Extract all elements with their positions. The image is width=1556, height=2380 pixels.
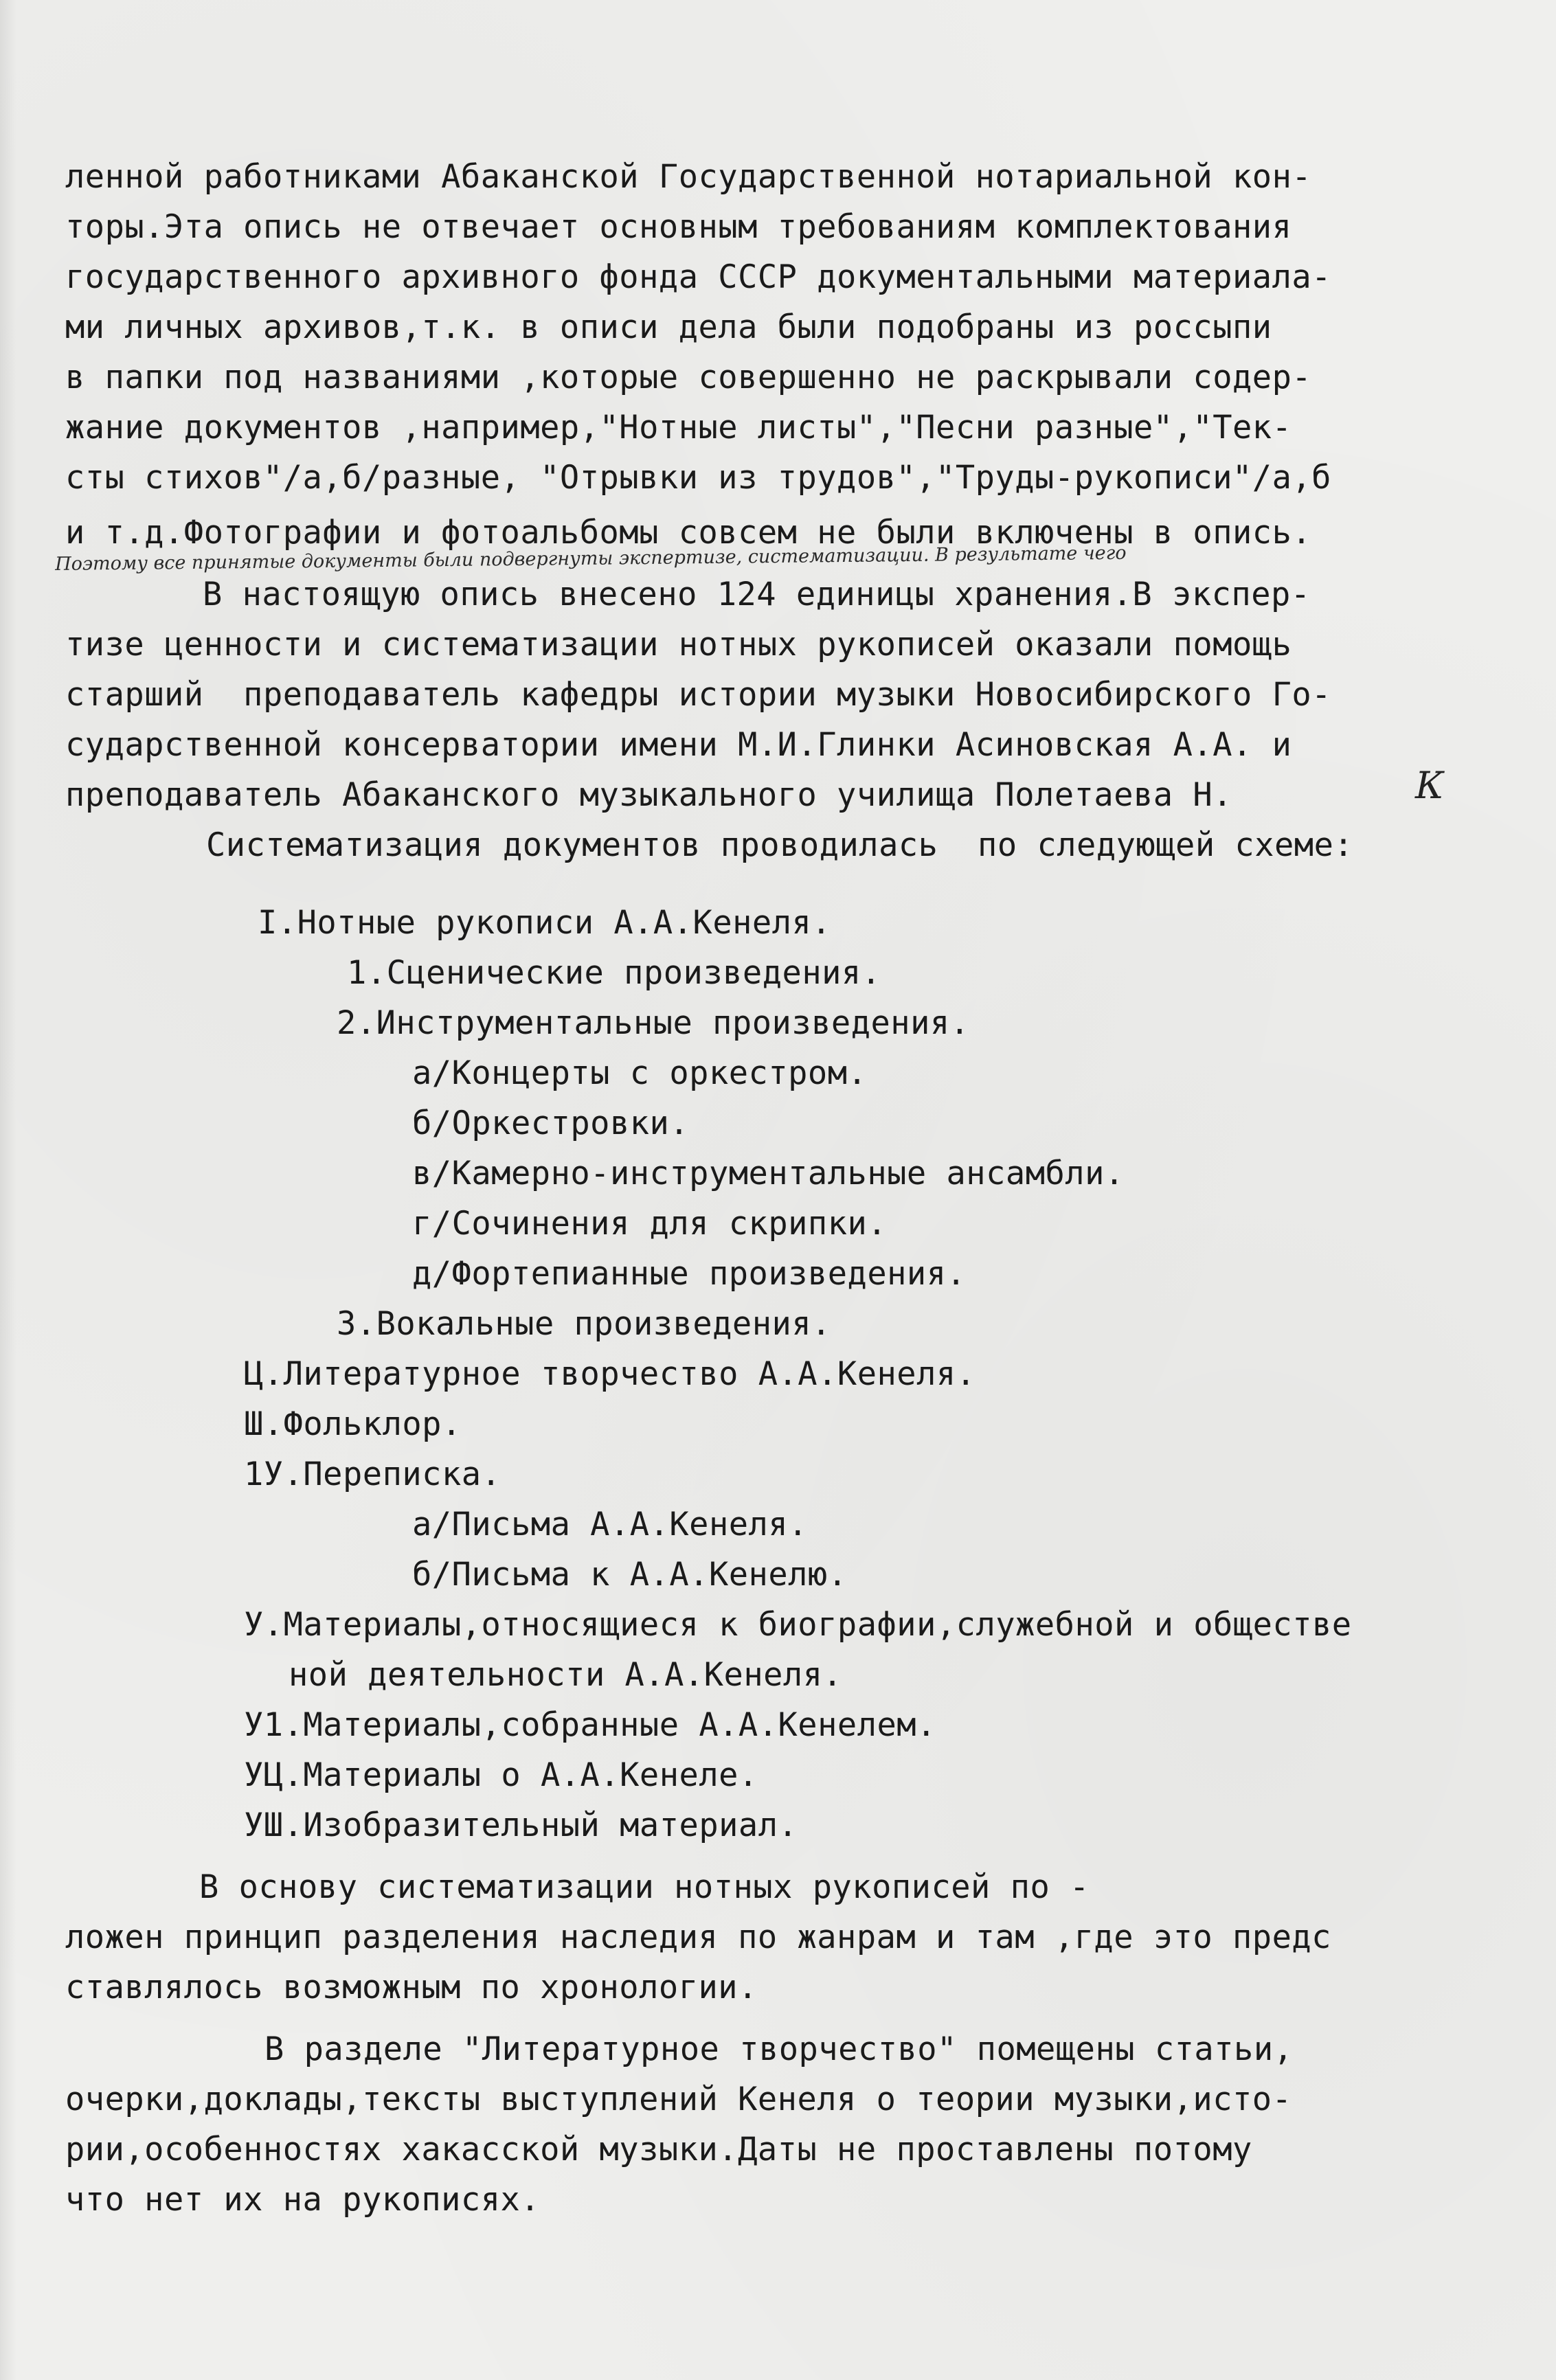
text-line: В разделе "Литературное творчество" помещены статьи, bbox=[264, 2030, 1294, 2068]
text-line: преподаватель Абаканского музыкального училища Полетаева Н. bbox=[65, 776, 1232, 814]
schema-line: д/Фортепианные произведения. bbox=[412, 1255, 967, 1293]
text-line: торы.Эта опись не отвечает основным требованиям комплектования bbox=[65, 208, 1292, 246]
schema-line: а/Концерты с оркестром. bbox=[412, 1054, 868, 1092]
text-line: и т.д.Фотографии и фотоальбомы совсем не были включены в опись. bbox=[65, 514, 1312, 552]
schema-line: УШ.Изобразительный материал. bbox=[244, 1806, 798, 1844]
text-line: Систематизация документов проводилась по следующей схеме: bbox=[206, 826, 1354, 864]
text-line: ложен принцип разделения наследия по жанрам и там ,где это предс bbox=[65, 1918, 1331, 1956]
handwritten-initial: К bbox=[1415, 764, 1444, 807]
schema-line: а/Письма А.А.Кенеля. bbox=[412, 1506, 808, 1543]
schema-line: Ш.Фольклор. bbox=[244, 1405, 462, 1443]
schema-line: УЦ.Материалы о А.А.Кенеле. bbox=[244, 1756, 758, 1794]
schema-line: г/Сочинения для скрипки. bbox=[412, 1205, 888, 1243]
text-line: сударственной консерватории имени М.И.Глинки Асиновская А.А. и bbox=[65, 726, 1292, 764]
text-line: ленной работниками Абаканской Государственной нотариальной кон- bbox=[65, 158, 1312, 196]
schema-line: У1.Материалы,собранные А.А.Кенелем. bbox=[244, 1706, 936, 1744]
schema-line: Ц.Литературное творчество А.А.Кенеля. bbox=[244, 1355, 976, 1393]
schema-line: У.Материалы,относящиеся к биографии,служебной и обществе bbox=[244, 1606, 1352, 1644]
schema-line: 1.Сценические произведения. bbox=[347, 954, 881, 992]
schema-line: I.Нотные рукописи А.А.Кенеля. bbox=[258, 904, 832, 942]
schema-line: 3.Вокальные произведения. bbox=[337, 1305, 831, 1343]
text-line: В настоящую опись внесено 124 единицы хранения.В экспер- bbox=[203, 576, 1311, 613]
text-line: старший преподаватель кафедры истории музыки Новосибирского Го- bbox=[65, 676, 1331, 714]
text-line: очерки,доклады,тексты выступлений Кенеля о теории музыки,исто- bbox=[65, 2081, 1292, 2118]
schema-line: б/Оркестровки. bbox=[412, 1104, 690, 1142]
text-line: в папки под названиями ,которые совершенно не раскрывали содер- bbox=[65, 359, 1312, 396]
text-line: государственного архивного фонда СССР документальными материала- bbox=[65, 258, 1331, 296]
handwritten-insert: Поэтому все принятые документы были подвергнуты экспертизе, систематизации. В результате чего bbox=[55, 542, 1127, 575]
text-line: жание документов ,например,"Нотные листы","Песни разные","Тек- bbox=[65, 409, 1292, 446]
schema-line: 1У.Переписка. bbox=[244, 1455, 501, 1493]
schema-line: 2.Инструментальные произведения. bbox=[337, 1004, 970, 1042]
text-line: ставлялось возможным по хронологии. bbox=[65, 1969, 758, 2006]
text-line: В основу систематизации нотных рукописей по - bbox=[199, 1868, 1090, 1906]
text-line: рии,особенностях хакасской музыки.Даты не проставлены потому bbox=[65, 2131, 1252, 2168]
schema-line: в/Камерно-инструментальные ансамбли. bbox=[412, 1155, 1125, 1192]
schema-line: ной деятельности А.А.Кенеля. bbox=[289, 1656, 843, 1694]
schema-line: б/Письма к А.А.Кенелю. bbox=[412, 1556, 848, 1594]
text-line: тизе ценности и систематизации нотных рукописей оказали помощь bbox=[65, 626, 1292, 664]
text-line: ми личных архивов,т.к. в описи дела были подобраны из россыпи bbox=[65, 308, 1272, 346]
text-line: что нет их на рукописях. bbox=[65, 2181, 541, 2219]
text-line: сты стихов"/а,б/разные, "Отрывки из трудов","Труды-рукописи"/а,б bbox=[65, 459, 1331, 497]
scan-edge-shadow bbox=[0, 0, 16, 2380]
